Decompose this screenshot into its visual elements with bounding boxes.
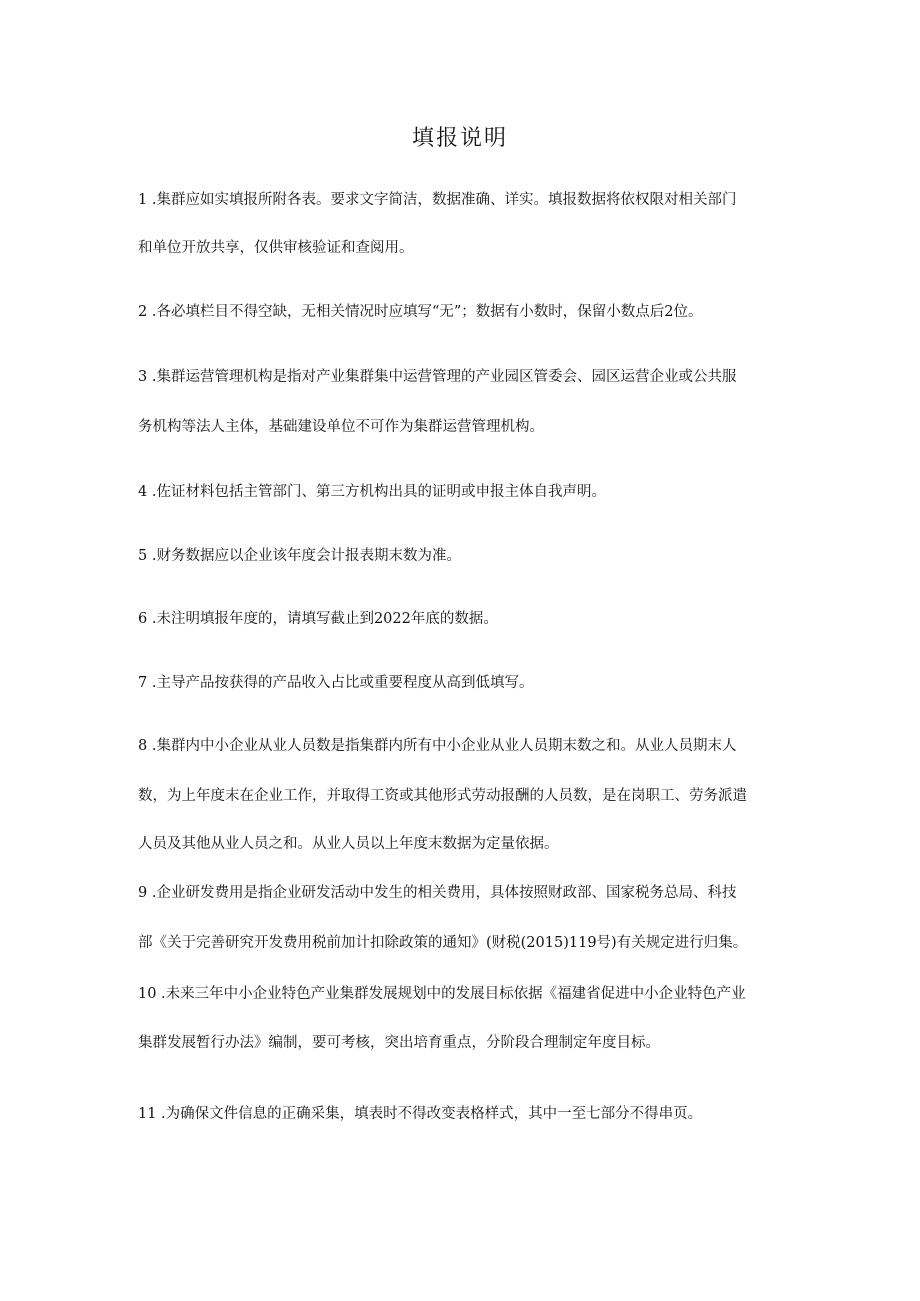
- instruction-line-12: 人员及其他从业人员之和。从业人员以上年度末数据为定量依据。: [138, 836, 559, 852]
- instruction-line-7: 5 .财务数据应以企业该年度会计报表期末数为准。: [138, 548, 461, 564]
- instruction-line-9: 7 .主导产品按获得的产品收入占比或重要程度从高到低填写。: [138, 675, 534, 691]
- instruction-line-6: 4 .佐证材料包括主管部门、第三方机构出具的证明或申报主体自我声明。: [138, 484, 606, 500]
- instruction-line-17: 11 .为确保文件信息的正确采集，填表时不得改变表格样式，其中一至七部分不得串页。: [138, 1106, 703, 1122]
- instruction-line-4: 3 .集群运营管理机构是指对产业集群集中运营管理的产业园区管委会、园区运营企业或公共服: [138, 369, 737, 385]
- page-title: 填报说明: [411, 126, 508, 151]
- instruction-line-10: 8 .集群内中小企业从业人员数是指集群内所有中小企业从业人员期末数之和。从业人员期末人: [138, 738, 737, 754]
- instruction-line-5: 务机构等法人主体，基础建设单位不可作为集群运营管理机构。: [138, 419, 544, 435]
- instruction-line-13: 9 .企业研发费用是指企业研发活动中发生的相关费用，具体按照财政部、国家税务总局、科技: [138, 885, 737, 901]
- instruction-line-15: 10 .未来三年中小企业特色产业集群发展规划中的发展目标依据《福建省促进中小企业特色产业: [138, 986, 746, 1002]
- instruction-line-11: 数，为上年度末在企业工作，并取得工资或其他形式劳动报酬的人员数，是在岗职工、劳务派遣: [138, 788, 747, 804]
- instruction-line-8: 6 .未注明填报年度的，请填写截止到2022年底的数据。: [138, 611, 498, 627]
- instruction-line-16: 集群发展暂行办法》编制，要可考核，突出培育重点，分阶段合理制定年度目标。: [138, 1035, 660, 1051]
- instruction-line-1: 1 .集群应如实填报所附各表。要求文字简洁，数据准确、详实。填报数据将依权限对相关部门: [138, 192, 737, 208]
- instruction-line-2: 和单位开放共享，仅供审核验证和查阅用。: [138, 240, 414, 256]
- instruction-line-14: 部《关于完善研究开发费用税前加计扣除政策的通知》(财税(2015)119号)有关规定进行归集。: [138, 935, 748, 951]
- instruction-line-3: 2 .各必填栏目不得空缺，无相关情况时应填写“无”；数据有小数时，保留小数点后2位。: [138, 304, 703, 320]
